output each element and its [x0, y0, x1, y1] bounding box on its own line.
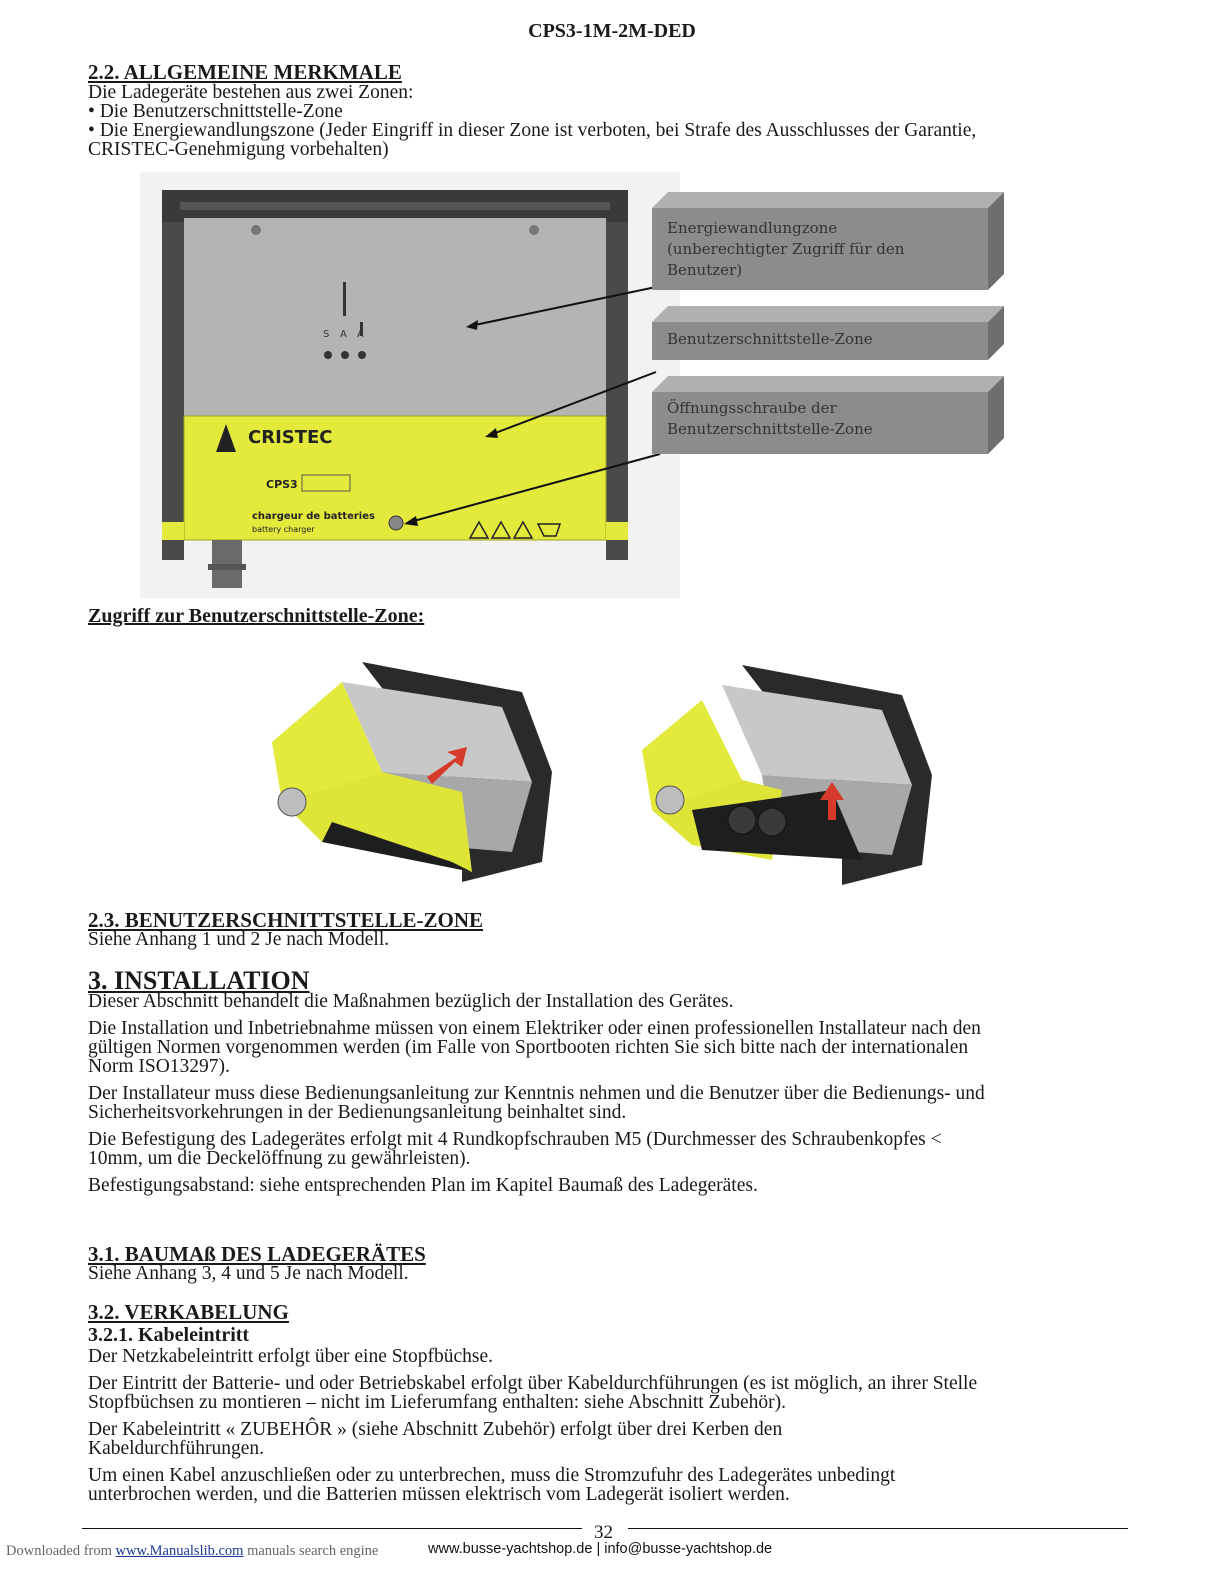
led-label: S — [323, 329, 330, 340]
text-line: • Die Benutzerschnittstelle-Zone — [88, 101, 343, 122]
manualslib-link[interactable]: www.Manualslib.com — [115, 1543, 244, 1559]
text-line: Norm ISO13297). — [88, 1056, 230, 1077]
box-side — [988, 192, 1004, 290]
text-line: Um einen Kabel anzuschließen oder zu unterbrechen, muss die Stromzufuhr des Ladegerätes unbedingt — [88, 1465, 896, 1486]
cable-gland — [656, 786, 684, 814]
opening-screw-icon — [389, 516, 403, 530]
screw-icon — [251, 225, 261, 235]
frame-right — [606, 190, 628, 560]
download-prefix: Downloaded from — [6, 1543, 112, 1559]
text-line: Kabeldurchführungen. — [88, 1438, 264, 1459]
model-label: CPS3 — [266, 478, 298, 491]
section-title-2-2: 2.2. ALLGEMEINE MERKMALE — [88, 60, 402, 84]
section-title-3: 3. INSTALLATION — [88, 966, 310, 995]
paragraph — [88, 1176, 1138, 1195]
page-number: 32 — [594, 1522, 613, 1543]
led-icon — [358, 351, 366, 359]
paragraph — [88, 1347, 1138, 1366]
frame-foot — [606, 522, 628, 540]
frame-left — [162, 190, 184, 560]
paragraph — [88, 1084, 1138, 1122]
text-line: Befestigungsabstand: siehe entsprechenden Plan im Kapitel Baumaß des Ladegerätes. — [88, 1175, 758, 1196]
energy-zone-label — [667, 218, 904, 281]
box-top — [652, 376, 1004, 392]
text-line: Die Installation und Inbetriebnahme müssen von einem Elektriker oder einen professionellen Installateur nach den — [88, 1018, 981, 1039]
label-line: (unberechtigter Zugriff für den — [667, 240, 905, 258]
download-suffix: manuals search engine — [247, 1543, 379, 1559]
section-3-1-text: Siehe Anhang 3, 4 und 5 Je nach Modell. — [88, 1263, 409, 1284]
footer-rule-left — [82, 1528, 582, 1529]
opening-screw-label — [667, 398, 873, 440]
cable-gland-ring — [208, 564, 246, 570]
text-line: gültigen Normen vorgenommen werden (im Falle von Sportbooten richten Sie sich bitte nach der internationalen — [88, 1037, 969, 1058]
charger-label-en: battery charger — [252, 525, 315, 534]
label-line: Öffnungsschraube der — [667, 399, 837, 417]
energy-zone-panel — [184, 218, 606, 416]
paragraph — [88, 992, 1138, 1011]
frame-foot — [162, 522, 184, 540]
opening-step-2-image — [632, 660, 942, 885]
text-line: Sicherheitsvorkehrungen in der Bedienungsanleitung beinhaltet sind. — [88, 1102, 627, 1123]
text-line: Stopfbüchsen zu montieren – nicht im Lieferumfang enthalten: siehe Abschnitt Zubehör). — [88, 1392, 787, 1413]
charger-label-fr: chargeur de batteries — [252, 511, 375, 522]
led-label: A — [357, 329, 364, 340]
paragraph — [88, 1374, 1138, 1412]
charger-front-figure — [140, 172, 680, 598]
paragraph — [88, 1466, 1138, 1504]
section-title-3-1: 3.1. BAUMAß DES LADEGERÄTES — [88, 1242, 426, 1266]
brand-label: CRISTEC — [248, 427, 333, 448]
document-code: CPS3-1M-2M-DED — [528, 20, 696, 42]
box-top — [652, 192, 1004, 208]
text-line: • Die Energiewandlungszone (Jeder Eingriff in dieser Zone ist verboten, bei Strafe des Ausschlusses der Garantie, — [88, 120, 977, 141]
section-2-3-text: Siehe Anhang 1 und 2 Je nach Modell. — [88, 929, 390, 950]
box-top — [652, 306, 1004, 322]
charger-front-drawing — [140, 172, 680, 598]
text-line: CRISTEC-Genehmigung vorbehalten) — [88, 139, 389, 160]
text-line: Der Netzkabeleintritt erfolgt über eine Stopfbüchse. — [88, 1346, 494, 1367]
text-line: Der Kabeleintritt « ZUBEHÔR » (siehe Abschnitt Zubehör) erfolgt über drei Kerben den — [88, 1419, 783, 1440]
cable-entry — [758, 808, 786, 836]
text-line: Die Befestigung des Ladegerätes erfolgt mit 4 Rundkopfschrauben M5 (Durchmesser des Schraubenkopfes < — [88, 1129, 942, 1150]
vent-strip — [180, 202, 610, 210]
paragraph — [88, 1019, 1138, 1076]
label-line: Benutzer) — [667, 261, 743, 279]
text-line: 10mm, um die Deckelöffnung zu gewährleisten). — [88, 1148, 471, 1169]
paragraph — [88, 1130, 1138, 1168]
section-2-2-body — [88, 83, 1138, 159]
download-credit — [6, 1543, 378, 1560]
cable-entry — [728, 806, 756, 834]
text-line: unterbrochen werden, und die Batterien müssen elektrisch vom Ladegerät isoliert werden. — [88, 1484, 790, 1505]
led-icon — [324, 351, 332, 359]
label-line: Energiewandlungzone — [667, 219, 838, 237]
opening-step-1-image — [262, 652, 562, 882]
paragraph — [88, 1420, 1138, 1458]
shop-contact: www.busse-yachtshop.de | info@busse-yachtshop.de — [428, 1541, 773, 1557]
section-title-2-3: 2.3. BENUTZERSCHNITTSTELLE-ZONE — [88, 908, 484, 932]
ui-zone-label — [667, 329, 873, 350]
indicator-mark — [343, 282, 346, 316]
text-line: Dieser Abschnitt behandelt die Maßnahmen bezüglich der Installation des Gerätes. — [88, 991, 734, 1012]
cable-gland — [278, 788, 306, 816]
text-line: Der Installateur muss diese Bedienungsanleitung zur Kenntnis nehmen und die Benutzer über die Bedienungs- und — [88, 1083, 985, 1104]
section-3-body — [88, 992, 1138, 1195]
label-line: Benutzerschnittstelle-Zone — [667, 420, 873, 438]
led-icon — [341, 351, 349, 359]
section-title-3-2: 3.2. VERKABELUNG — [88, 1300, 289, 1324]
access-heading: Zugriff zur Benutzerschnittstelle-Zone: — [88, 605, 425, 627]
text-line: Der Eintritt der Batterie- und oder Betriebskabel erfolgt über Kabeldurchführungen (es ist möglich, an ihrer Stelle — [88, 1373, 978, 1394]
label-line: Benutzerschnittstelle-Zone — [667, 330, 873, 348]
text-line: Die Ladegeräte bestehen aus zwei Zonen: — [88, 82, 414, 103]
subsection-title-3-2-1: 3.2.1. Kabeleintritt — [88, 1324, 250, 1346]
led-label: A — [340, 329, 347, 340]
footer-rule-right — [628, 1528, 1128, 1529]
screw-icon — [529, 225, 539, 235]
section-3-2-1-body — [88, 1347, 1138, 1504]
